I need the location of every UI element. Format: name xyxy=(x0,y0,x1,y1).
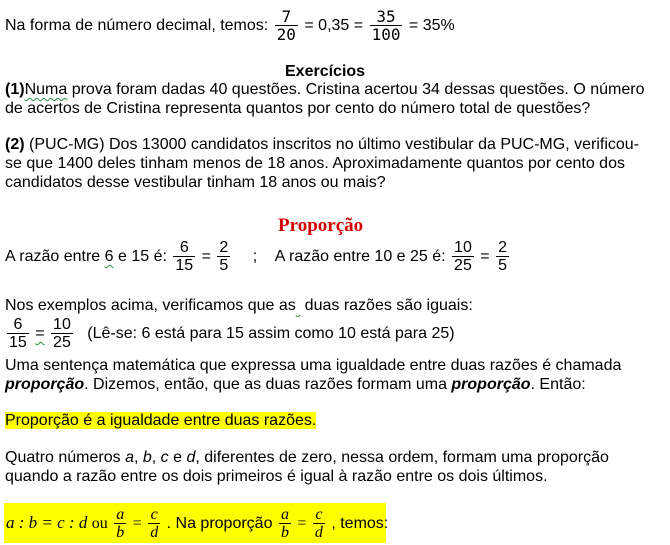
four-numbers-line1: Quatro números a, b, c e d, diferentes de zero, nessa ordem, formam uma proporção xyxy=(5,449,609,466)
fraction-6-15-eq: $\frac{6}{15}$ xyxy=(9,315,27,351)
exercise-2-line1: (2) (PUC-MG) Dos 13000 candidatos inscritos no último vestibular da PUC-MG, verificou- xyxy=(5,136,639,153)
exercise-1-number: (1) xyxy=(5,81,25,98)
exercise-1 xyxy=(5,80,645,118)
fraction-7-20: $\frac{7}{20}$ xyxy=(276,6,296,44)
fraction-6-15: $\frac{6}{15}$ xyxy=(175,238,194,274)
exercise-2 xyxy=(5,135,645,192)
reading-note: (Lê-se: 6 está para 15 assim como 10 está para 25) xyxy=(87,325,455,342)
fraction-a-b-2: $\frac{a}{b}$ xyxy=(280,505,289,541)
fraction-c-d-2: $\frac{c}{d}$ xyxy=(314,505,323,541)
fraction-10-25-eq: $\frac{10}{25}$ xyxy=(53,315,71,351)
section-title-proporcao: Proporção xyxy=(278,215,364,236)
fraction-a-b: $\frac{a}{b}$ xyxy=(116,505,125,541)
four-numbers xyxy=(5,448,645,486)
final-proportion-line: a : b = c : d ou $\frac{a}{b}$ = $\frac{c}{d}$ . Na proporção $\frac{a}{b}$ = $\frac{c}{d}$ , temos: xyxy=(4,503,386,543)
examples-line: Nos exemplos acima, verificamos que as duas razões são iguais: xyxy=(5,297,473,314)
four-numbers-line2: quando a razão entre os dois primeiros é igual à razão entre os dois últimos. xyxy=(5,468,548,485)
definition xyxy=(5,356,645,394)
fraction-10-25: $\frac{10}{25}$ xyxy=(454,238,472,274)
decimal-value: = 0,35 = xyxy=(304,17,364,34)
exercise-2-number: (2) xyxy=(5,136,25,153)
exercise-2-line2: se que 1400 deles tinham menos de 18 anos. Aproximadamente quantos por cento dos xyxy=(5,155,625,172)
fraction-2-5-b: $\frac{2}{5}$ xyxy=(498,238,507,274)
ratios-line: A razão entre 6 e 15 é: $\frac{6}{15}$ = $\frac{2}{5}$ ; A razão entre 10 e 25 é: $\frac{10}{25}$ = $\frac{2}{5}$ xyxy=(5,238,507,274)
exercise-1-line1: (1)Numa prova foram dadas 40 questões. Cristina acertou 34 dessas questões. O número xyxy=(5,81,645,98)
percent-value: = 35% xyxy=(408,17,455,34)
definition-line1: Uma sentença matemática que expressa uma igualdade entre duas razões é chamada xyxy=(5,357,622,374)
highlight-statement: Proporção é a igualdade entre duas razões. xyxy=(5,412,317,429)
exercise-1-line2: de acertos de Cristina representa quantos por cento do número total de questões? xyxy=(5,100,591,117)
definition-line2: proporção. Dizemos, então, que as duas razões formam uma proporção. Então: xyxy=(5,376,586,393)
equality-line: $\frac{6}{15}$ = $\frac{10}{25}$ (Lê-se: 6 está para 15 assim como 10 está para 25) xyxy=(9,315,455,351)
exercises-title: Exercícios xyxy=(285,63,366,80)
fraction-35-100: $\frac{35}{100}$ xyxy=(371,6,401,44)
decimal-line xyxy=(5,6,455,46)
fraction-c-d: $\frac{c}{d}$ xyxy=(150,505,159,541)
ratio-expression: a : b = c : d xyxy=(6,513,88,532)
fraction-2-5-a: $\frac{2}{5}$ xyxy=(219,238,229,274)
exercise-2-line3: candidatos desse vestibular tinham 18 anos ou mais? xyxy=(5,174,386,191)
decimal-intro: Na forma de número decimal, temos: xyxy=(5,17,269,34)
